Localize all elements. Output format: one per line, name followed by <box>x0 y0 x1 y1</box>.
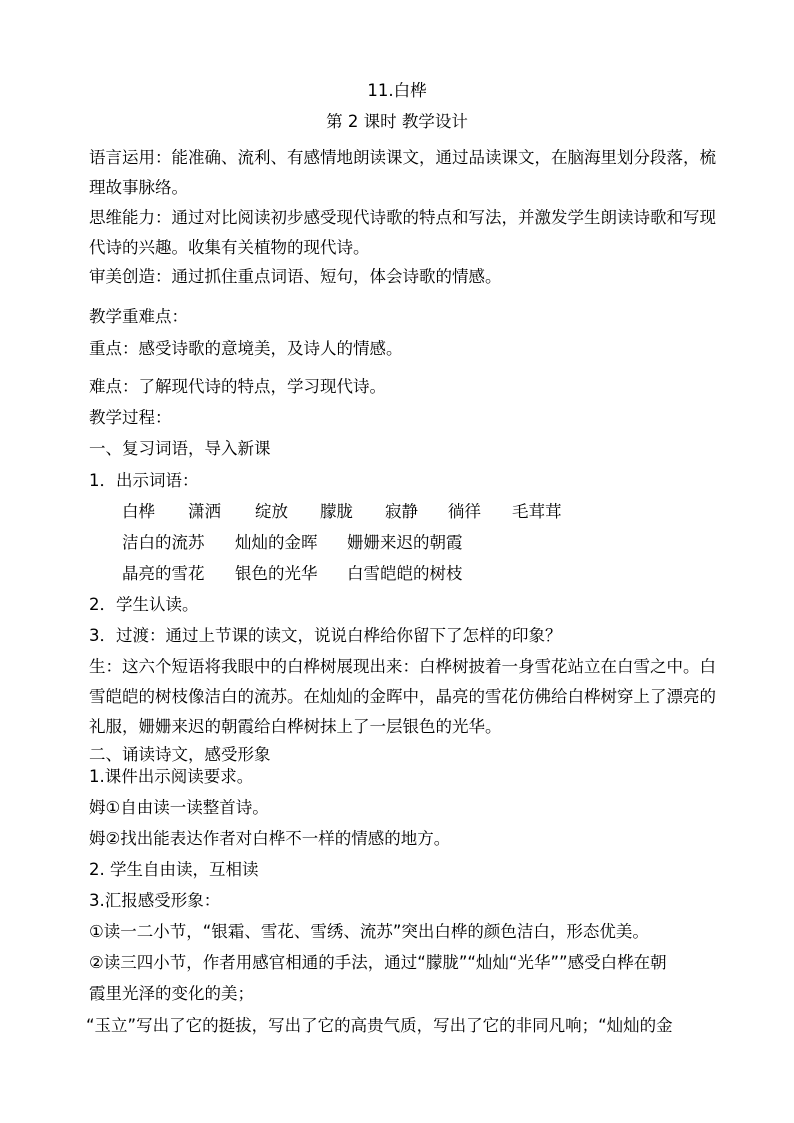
goal-thinking-line1: 思维能力：通过对比阅读初步感受现代诗歌的特点和写法，并激发学生朗读诗歌和写现 <box>89 208 716 227</box>
word-item: 洁白的流苏 <box>122 533 205 552</box>
word-row-2 <box>122 532 463 554</box>
section2-title: 二、诵读诗文，感受形象 <box>89 745 271 764</box>
word-item: 毛茸茸 <box>512 502 562 521</box>
step1-show-words: 1．出示词语： <box>89 471 199 490</box>
word-item: 银色的光华 <box>235 564 318 583</box>
word-item: 晶亮的雪花 <box>122 564 205 583</box>
goal-language-line1: 语言运用：能准确、流利、有感情地朗读课文，通过品读课文，在脑海里划分段落，梳 <box>89 148 716 167</box>
document-subtitle: 第 2 课时 教学设计 <box>326 112 468 131</box>
process-heading: 教学过程： <box>89 408 172 427</box>
word-item: 朦胧 <box>320 502 353 521</box>
section1-title: 一、复习词语，导入新课 <box>89 439 271 458</box>
s2-requirement-1: 姆①自由读一读整首诗。 <box>89 798 269 817</box>
word-item: 灿灿的金晖 <box>235 533 318 552</box>
word-item: 潇洒 <box>188 502 221 521</box>
word-item: 徜徉 <box>448 502 481 521</box>
answer-line2: 雪皑皑的树枝像洁白的流苏。在灿灿的金晖中，晶亮的雪花仿佛给白桦树穿上了漂亮的 <box>89 687 716 706</box>
answer-line1: 生：这六个短语将我眼中的白桦树展现出来：白桦树披着一身雪花站立在白雪之中。白 <box>89 657 716 676</box>
s2-step3: 3.汇报感受形象： <box>89 891 221 910</box>
goal-thinking-line2: 代诗的兴趣。收集有关植物的现代诗。 <box>89 238 370 257</box>
word-item: 白雪皑皑的树枝 <box>347 564 463 583</box>
report-2-line1: ②读三四小节，作者用感官相通的手法，通过“朦胧”“灿灿“光华””感受白桦在朝 <box>89 953 667 972</box>
key-point: 重点：感受诗歌的意境美，及诗人的情感。 <box>89 339 403 358</box>
document-title: 11.白桦 <box>367 81 427 100</box>
key-points-heading: 教学重难点： <box>89 307 188 326</box>
step3-transition: 3．过渡：通过上节课的读文，说说白桦给你留下了怎样的印象？ <box>89 626 562 645</box>
step2-read: 2．学生认读。 <box>89 595 199 614</box>
s2-step1: 1.课件出示阅读要求。 <box>89 767 254 786</box>
word-row-3 <box>122 563 463 585</box>
goal-language-line2: 理故事脉络。 <box>89 178 188 197</box>
word-item: 姗姗来迟的朝霞 <box>347 533 463 552</box>
report-1: ①读一二小节，“银霜、雪花、雪绣、流苏”突出白桦的颜色洁白，形态优美。 <box>89 922 649 941</box>
report-2-line2: 霞里光泽的变化的美； <box>89 984 254 1003</box>
s2-requirement-2: 姆②找出能表达作者对白桦不一样的情感的地方。 <box>89 829 451 848</box>
report-3: “玉立”写出了它的挺拔，写出了它的高贵气质，写出了它的非同凡响；“灿灿的金 <box>86 1016 673 1035</box>
word-item: 绽放 <box>255 502 288 521</box>
answer-line3: 礼服，姗姗来迟的朝霞给白桦树抹上了一层银色的光华。 <box>89 717 502 736</box>
word-row-1 <box>122 501 562 523</box>
difficult-point: 难点：了解现代诗的特点，学习现代诗。 <box>89 377 386 396</box>
goal-aesthetic: 审美创造：通过抓住重点词语、短句，体会诗歌的情感。 <box>89 267 502 286</box>
word-item: 白桦 <box>122 502 155 521</box>
s2-step2: 2. 学生自由读，互相读 <box>89 860 259 879</box>
word-item: 寂静 <box>385 502 418 521</box>
